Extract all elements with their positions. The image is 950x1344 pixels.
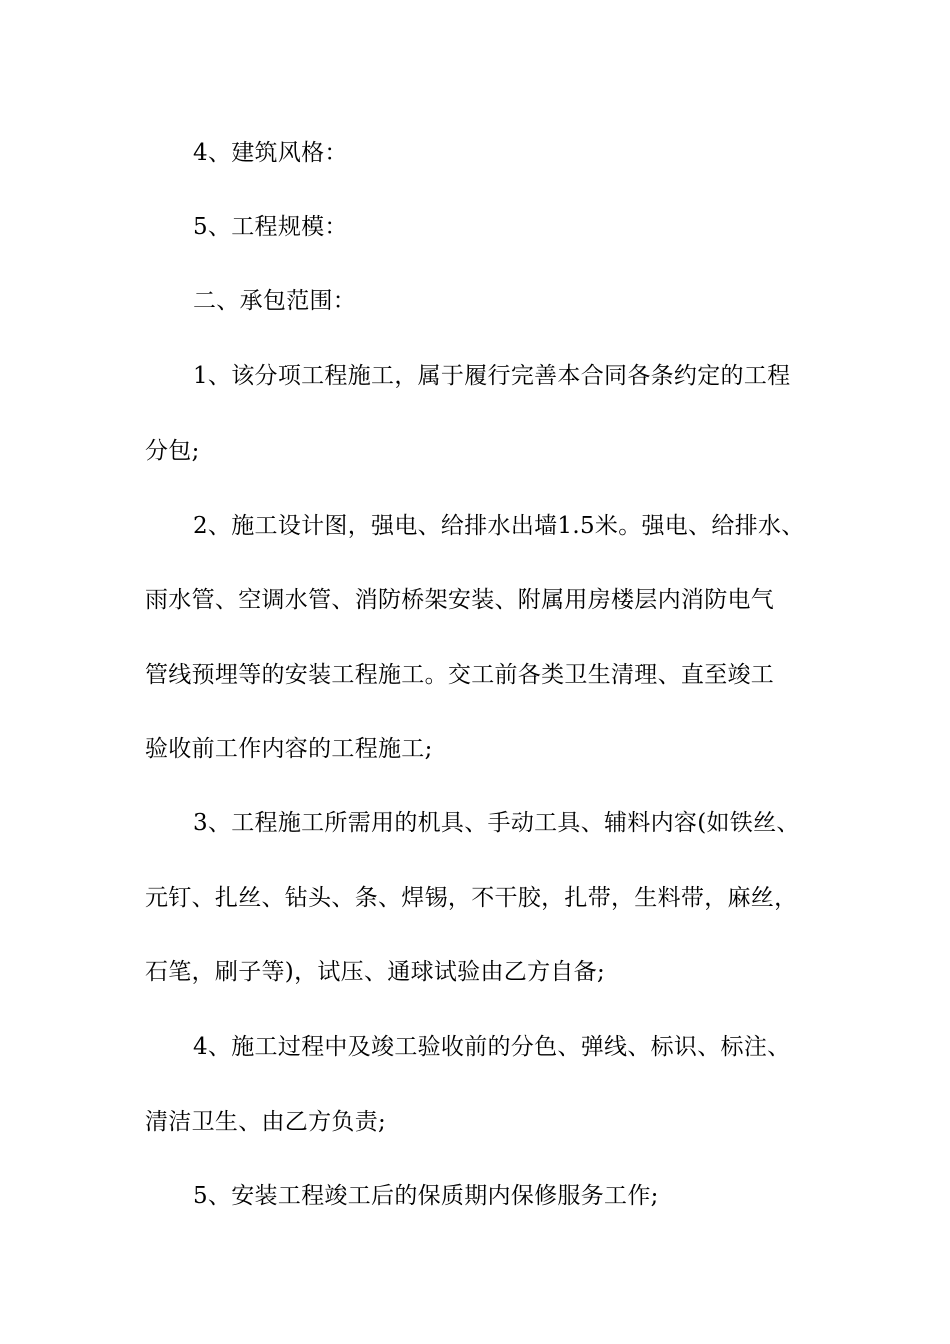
scope-item-4-line-1: 4、施工过程中及竣工验收前的分色、弹线、标识、标注、 (193, 1034, 791, 1060)
scope-item-3-line-3: 石笔，刷子等)，试压、通球试验由乙方自备; (145, 959, 606, 985)
scope-item-1-line-1: 1、该分项工程施工，属于履行完善本合同各条约定的工程 (193, 363, 791, 389)
item-architectural-style: 4、建筑风格： (193, 140, 348, 166)
scope-item-2-line-4: 验收前工作内容的工程施工; (145, 736, 433, 762)
scope-item-3-line-1: 3、工程施工所需用的机具、手动工具、辅料内容(如铁丝、 (193, 810, 800, 836)
scope-item-3-line-2: 元钉、扎丝、钻头、条、焊锡，不干胶，扎带，生料带，麻丝， (145, 885, 798, 911)
section-heading-contract-scope: 二、承包范围： (193, 288, 357, 314)
scope-item-1-line-2: 分包; (145, 438, 200, 464)
scope-item-5-line-1: 5、安装工程竣工后的保质期内保修服务工作; (193, 1183, 659, 1209)
scope-item-2-line-1: 2、施工设计图，强电、给排水出墙1.5米。强电、给排水、 (193, 513, 805, 539)
scope-item-4-line-2: 清洁卫生、由乙方负责; (145, 1109, 387, 1135)
item-project-scale: 5、工程规模： (193, 214, 348, 240)
scope-item-2-line-2: 雨水管、空调水管、消防桥架安装、附属用房楼层内消防电气 (145, 587, 775, 613)
scope-item-2-line-3: 管线预埋等的安装工程施工。交工前各类卫生清理、直至竣工 (145, 662, 775, 688)
